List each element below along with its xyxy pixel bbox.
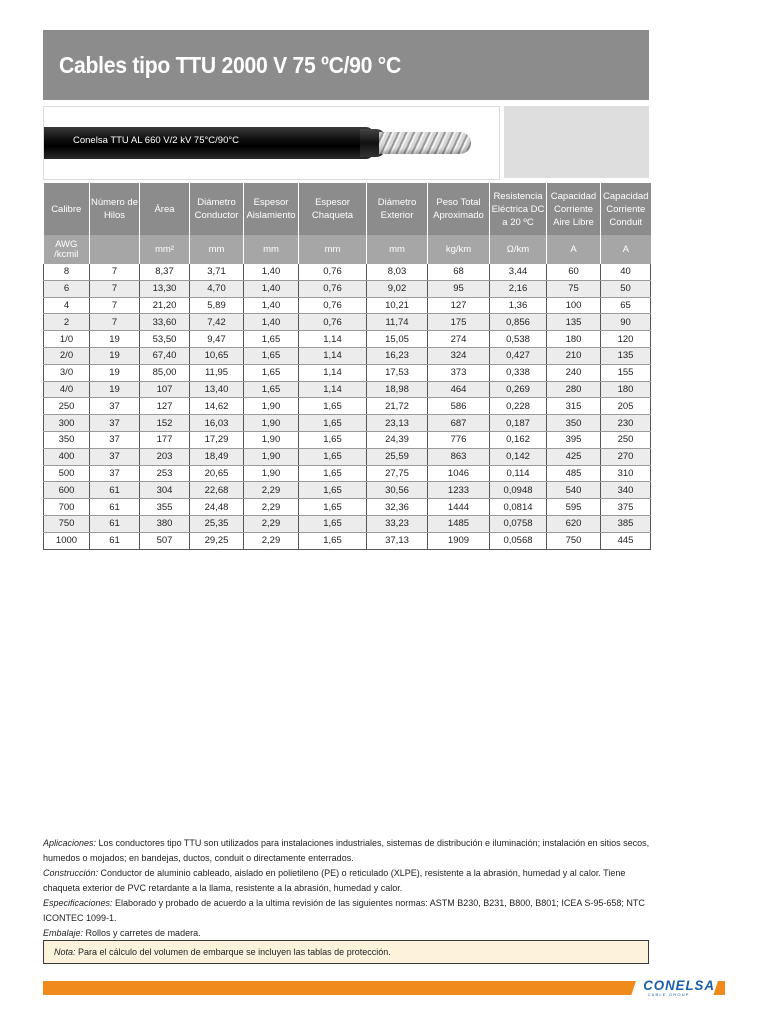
table-cell: 0,0758 xyxy=(490,515,547,532)
table-cell: 0,269 xyxy=(490,381,547,398)
table-cell: 61 xyxy=(90,499,140,516)
table-cell: 205 xyxy=(601,398,651,415)
table-cell: 0,427 xyxy=(490,347,547,364)
table-cell: 1,14 xyxy=(299,347,367,364)
table-cell: 4 xyxy=(44,297,90,314)
table-row xyxy=(44,381,651,398)
unit-cell: mm xyxy=(244,235,299,264)
table-cell: 7,42 xyxy=(190,314,244,331)
table-cell: 0,0814 xyxy=(490,499,547,516)
note-text: Rollos y carretes de madera. xyxy=(83,928,201,938)
table-cell: 425 xyxy=(547,448,601,465)
photo-side-panel xyxy=(504,106,649,178)
table-cell: 0,856 xyxy=(490,314,547,331)
table-row xyxy=(44,314,651,331)
note-text: Los conductores tipo TTU son utilizados para instalaciones industriales, sistemas de distribución e iluminación; instalación en sitios secos, humedos o mojados; en bandejas, ductos, conduit o directamente enterrados. xyxy=(43,838,650,863)
table-cell: 13,30 xyxy=(140,280,190,297)
title-bar xyxy=(43,30,649,100)
table-cell: 61 xyxy=(90,532,140,549)
table-cell: 1,90 xyxy=(244,465,299,482)
table-cell: 50 xyxy=(601,280,651,297)
table-row xyxy=(44,297,651,314)
table-cell: 127 xyxy=(140,398,190,415)
nota-label: Nota: xyxy=(54,947,76,957)
conelsa-logo xyxy=(631,977,719,997)
column-header: Capacidad Corriente Aire Libre xyxy=(547,183,601,235)
note-embalaje xyxy=(43,926,653,941)
table-cell: 863 xyxy=(428,448,490,465)
table-cell: 1,40 xyxy=(244,314,299,331)
table-cell: 0,76 xyxy=(299,280,367,297)
table-cell: 21,72 xyxy=(367,398,428,415)
table-cell: 324 xyxy=(428,347,490,364)
table-cell: 1,65 xyxy=(244,347,299,364)
unit-cell xyxy=(90,235,140,264)
table-cell: 4,70 xyxy=(190,280,244,297)
table-cell: 1,65 xyxy=(299,465,367,482)
table-cell: 180 xyxy=(547,331,601,348)
table-cell: 595 xyxy=(547,499,601,516)
table-cell: 0,142 xyxy=(490,448,547,465)
note-text: Elaborado y probado de acuerdo a la ultima revisión de las siguientes normas: ASTM B230, B231, B800, B801; ICEA S-95-658; NTC ICONTEC 1099-1. xyxy=(43,898,645,923)
table-cell: 274 xyxy=(428,331,490,348)
table-row xyxy=(44,532,651,549)
column-header: Diámetro Conductor xyxy=(190,183,244,235)
table-cell: 10,65 xyxy=(190,347,244,364)
table-cell: 8 xyxy=(44,264,90,280)
logo-tagline: CABLE GROUP xyxy=(647,992,690,997)
cable-print-label: Conelsa TTU AL 660 V/2 kV 75°C/90°C xyxy=(73,135,240,146)
table-cell: 8,37 xyxy=(140,264,190,280)
unit-cell: mm xyxy=(190,235,244,264)
table-cell: 1,65 xyxy=(299,398,367,415)
table-cell: 37 xyxy=(90,431,140,448)
table-cell: 385 xyxy=(601,515,651,532)
note-label: Aplicaciones: xyxy=(43,838,97,848)
table-cell: 135 xyxy=(601,347,651,364)
table-cell: 355 xyxy=(140,499,190,516)
table-cell: 16,03 xyxy=(190,415,244,432)
table-row xyxy=(44,398,651,415)
cable-conductor-strands xyxy=(379,132,471,154)
table-cell: 175 xyxy=(428,314,490,331)
table-cell: 7 xyxy=(90,280,140,297)
table-cell: 100 xyxy=(547,297,601,314)
table-cell: 30,56 xyxy=(367,482,428,499)
table-cell: 85,00 xyxy=(140,364,190,381)
table-row xyxy=(44,448,651,465)
table-cell: 0,162 xyxy=(490,431,547,448)
table-cell: 8,03 xyxy=(367,264,428,280)
note-especificaciones xyxy=(43,896,653,926)
table-cell: 620 xyxy=(547,515,601,532)
table-cell: 0,76 xyxy=(299,297,367,314)
note-label: Construcción: xyxy=(43,868,99,878)
table-row xyxy=(44,482,651,499)
table-cell: 4/0 xyxy=(44,381,90,398)
spec-table xyxy=(43,183,651,550)
table-cell: 19 xyxy=(90,381,140,398)
table-cell: 37 xyxy=(90,465,140,482)
table-cell: 240 xyxy=(547,364,601,381)
table-cell: 2,29 xyxy=(244,515,299,532)
table-cell: 3,71 xyxy=(190,264,244,280)
table-cell: 700 xyxy=(44,499,90,516)
table-cell: 65 xyxy=(601,297,651,314)
table-cell: 270 xyxy=(601,448,651,465)
table-cell: 33,60 xyxy=(140,314,190,331)
table-cell: 152 xyxy=(140,415,190,432)
table-cell: 776 xyxy=(428,431,490,448)
table-cell: 37 xyxy=(90,448,140,465)
table-cell: 25,59 xyxy=(367,448,428,465)
table-cell: 155 xyxy=(601,364,651,381)
table-cell: 340 xyxy=(601,482,651,499)
table-cell: 350 xyxy=(547,415,601,432)
table-cell: 1233 xyxy=(428,482,490,499)
table-cell: 1,36 xyxy=(490,297,547,314)
table-cell: 9,02 xyxy=(367,280,428,297)
table-row xyxy=(44,431,651,448)
table-cell: 485 xyxy=(547,465,601,482)
table-row xyxy=(44,515,651,532)
note-label: Especificaciones: xyxy=(43,898,113,908)
table-cell: 1,65 xyxy=(244,331,299,348)
table-cell: 1,65 xyxy=(244,381,299,398)
notes-section xyxy=(43,836,653,941)
table-cell: 1,90 xyxy=(244,448,299,465)
table-row xyxy=(44,465,651,482)
table-cell: 19 xyxy=(90,331,140,348)
table-cell: 1,40 xyxy=(244,280,299,297)
nota-text: Para el cálculo del volumen de embarque se incluyen las tablas de protección. xyxy=(78,947,391,957)
table-cell: 37 xyxy=(90,398,140,415)
table-cell: 507 xyxy=(140,532,190,549)
unit-cell: mm xyxy=(299,235,367,264)
column-header: Calibre xyxy=(44,183,90,235)
table-cell: 2/0 xyxy=(44,347,90,364)
table-cell: 280 xyxy=(547,381,601,398)
units-row xyxy=(44,235,651,264)
column-header: Diámetro Exterior xyxy=(367,183,428,235)
table-body xyxy=(44,264,651,549)
table-cell: 61 xyxy=(90,515,140,532)
table-cell: 1,65 xyxy=(299,482,367,499)
table-cell: 0,228 xyxy=(490,398,547,415)
table-cell: 0,538 xyxy=(490,331,547,348)
table-cell: 107 xyxy=(140,381,190,398)
table-cell: 6 xyxy=(44,280,90,297)
table-cell: 750 xyxy=(44,515,90,532)
table-cell: 9,47 xyxy=(190,331,244,348)
table-cell: 1/0 xyxy=(44,331,90,348)
table-cell: 127 xyxy=(428,297,490,314)
table-cell: 2,29 xyxy=(244,532,299,549)
note-label: Embalaje: xyxy=(43,928,84,938)
page-title: Cables tipo TTU 2000 V 75 ºC/90 °C xyxy=(59,52,401,78)
table-cell: 2,29 xyxy=(244,499,299,516)
table-cell: 2,16 xyxy=(490,280,547,297)
table-cell: 90 xyxy=(601,314,651,331)
table-row xyxy=(44,280,651,297)
table-cell: 230 xyxy=(601,415,651,432)
table-cell: 203 xyxy=(140,448,190,465)
unit-cell: AWG /kcmil xyxy=(44,235,90,264)
table-cell: 0,338 xyxy=(490,364,547,381)
unit-cell: A xyxy=(601,235,651,264)
note-text: Conductor de aluminio cableado, aislado en polietileno (PE) o reticulado (XLPE), resistente a la abrasión, humedad y al calor. Tiene chaqueta exterior de PVC retardante a la llama, resistente a la abrasión, humedad y calor. xyxy=(43,868,626,893)
table-cell: 95 xyxy=(428,280,490,297)
table-cell: 19 xyxy=(90,364,140,381)
cable-photo xyxy=(43,106,500,180)
table-cell: 1485 xyxy=(428,515,490,532)
unit-cell: mm² xyxy=(140,235,190,264)
unit-cell: kg/km xyxy=(428,235,490,264)
table-cell: 7 xyxy=(90,314,140,331)
table-cell: 373 xyxy=(428,364,490,381)
table-cell: 180 xyxy=(601,381,651,398)
table-cell: 24,48 xyxy=(190,499,244,516)
table-cell: 1,14 xyxy=(299,381,367,398)
table-cell: 1000 xyxy=(44,532,90,549)
table-cell: 7 xyxy=(90,264,140,280)
table-cell: 0,0948 xyxy=(490,482,547,499)
table-cell: 0,114 xyxy=(490,465,547,482)
footer-bar xyxy=(43,981,725,995)
table-cell: 380 xyxy=(140,515,190,532)
table-cell: 1,90 xyxy=(244,398,299,415)
table-cell: 61 xyxy=(90,482,140,499)
table-cell: 540 xyxy=(547,482,601,499)
table-cell: 11,95 xyxy=(190,364,244,381)
table-cell: 68 xyxy=(428,264,490,280)
table-cell: 1,14 xyxy=(299,364,367,381)
table-cell: 400 xyxy=(44,448,90,465)
table-cell: 3/0 xyxy=(44,364,90,381)
table-cell: 1,65 xyxy=(244,364,299,381)
table-row xyxy=(44,347,651,364)
table-cell: 22,68 xyxy=(190,482,244,499)
table-cell: 37,13 xyxy=(367,532,428,549)
table-cell: 350 xyxy=(44,431,90,448)
table-cell: 53,50 xyxy=(140,331,190,348)
header-row xyxy=(44,183,651,235)
table-cell: 750 xyxy=(547,532,601,549)
column-header: Área xyxy=(140,183,190,235)
table-cell: 0,76 xyxy=(299,314,367,331)
unit-cell: Ω/km xyxy=(490,235,547,264)
table-cell: 19 xyxy=(90,347,140,364)
table-cell: 17,29 xyxy=(190,431,244,448)
column-header: Espesor Aislamiento xyxy=(244,183,299,235)
table-cell: 304 xyxy=(140,482,190,499)
table-cell: 310 xyxy=(601,465,651,482)
table-cell: 5,89 xyxy=(190,297,244,314)
column-header: Resistencia Eléctrica DC a 20 ºC xyxy=(490,183,547,235)
table-cell: 67,40 xyxy=(140,347,190,364)
table-cell: 135 xyxy=(547,314,601,331)
table-cell: 253 xyxy=(140,465,190,482)
table-cell: 13,40 xyxy=(190,381,244,398)
table-cell: 2 xyxy=(44,314,90,331)
table-cell: 300 xyxy=(44,415,90,432)
table-cell: 1,14 xyxy=(299,331,367,348)
table-cell: 1,65 xyxy=(299,515,367,532)
table-cell: 7 xyxy=(90,297,140,314)
table-cell: 1,65 xyxy=(299,499,367,516)
table-cell: 1,90 xyxy=(244,431,299,448)
table-cell: 210 xyxy=(547,347,601,364)
table-cell: 21,20 xyxy=(140,297,190,314)
table-row xyxy=(44,264,651,280)
column-header: Número de Hilos xyxy=(90,183,140,235)
table-cell: 0,0568 xyxy=(490,532,547,549)
table-cell: 10,21 xyxy=(367,297,428,314)
table-cell: 14,62 xyxy=(190,398,244,415)
table-cell: 395 xyxy=(547,431,601,448)
table-cell: 18,98 xyxy=(367,381,428,398)
table-cell: 120 xyxy=(601,331,651,348)
table-cell: 23,13 xyxy=(367,415,428,432)
table-cell: 16,23 xyxy=(367,347,428,364)
table-cell: 1909 xyxy=(428,532,490,549)
column-header: Espesor Chaqueta xyxy=(299,183,367,235)
note-aplicaciones xyxy=(43,836,653,866)
table-cell: 600 xyxy=(44,482,90,499)
table-cell: 1,65 xyxy=(299,431,367,448)
table-cell: 1,65 xyxy=(299,532,367,549)
table-cell: 18,49 xyxy=(190,448,244,465)
table-cell: 1,90 xyxy=(244,415,299,432)
table-cell: 1,65 xyxy=(299,448,367,465)
nota-box xyxy=(43,940,649,964)
table-cell: 0,76 xyxy=(299,264,367,280)
table-cell: 250 xyxy=(601,431,651,448)
column-header: Peso Total Aproximado xyxy=(428,183,490,235)
table-cell: 687 xyxy=(428,415,490,432)
logo-wordmark: CONELSA xyxy=(643,977,715,993)
table-row xyxy=(44,499,651,516)
table-cell: 1,40 xyxy=(244,264,299,280)
table-cell: 2,29 xyxy=(244,482,299,499)
table-cell: 33,23 xyxy=(367,515,428,532)
table-cell: 11,74 xyxy=(367,314,428,331)
table-cell: 25,35 xyxy=(190,515,244,532)
table-row xyxy=(44,331,651,348)
table-cell: 315 xyxy=(547,398,601,415)
table-cell: 20,65 xyxy=(190,465,244,482)
table-cell: 177 xyxy=(140,431,190,448)
table-cell: 37 xyxy=(90,415,140,432)
table-row xyxy=(44,415,651,432)
note-construccion xyxy=(43,866,653,896)
table-cell: 75 xyxy=(547,280,601,297)
table-cell: 17,53 xyxy=(367,364,428,381)
table-cell: 445 xyxy=(601,532,651,549)
table-cell: 1444 xyxy=(428,499,490,516)
unit-cell: mm xyxy=(367,235,428,264)
table-cell: 3,44 xyxy=(490,264,547,280)
column-header: Capacidad Corriente Conduit xyxy=(601,183,651,235)
table-cell: 464 xyxy=(428,381,490,398)
table-cell: 1,65 xyxy=(299,415,367,432)
table-cell: 375 xyxy=(601,499,651,516)
table-cell: 60 xyxy=(547,264,601,280)
table-cell: 32,36 xyxy=(367,499,428,516)
table-cell: 27,75 xyxy=(367,465,428,482)
table-cell: 1046 xyxy=(428,465,490,482)
table-row xyxy=(44,364,651,381)
table-cell: 29,25 xyxy=(190,532,244,549)
unit-cell: A xyxy=(547,235,601,264)
table-cell: 0,187 xyxy=(490,415,547,432)
table-cell: 24,39 xyxy=(367,431,428,448)
table-cell: 15,05 xyxy=(367,331,428,348)
table-cell: 586 xyxy=(428,398,490,415)
table-cell: 1,40 xyxy=(244,297,299,314)
table-cell: 500 xyxy=(44,465,90,482)
table-cell: 40 xyxy=(601,264,651,280)
table-cell: 250 xyxy=(44,398,90,415)
